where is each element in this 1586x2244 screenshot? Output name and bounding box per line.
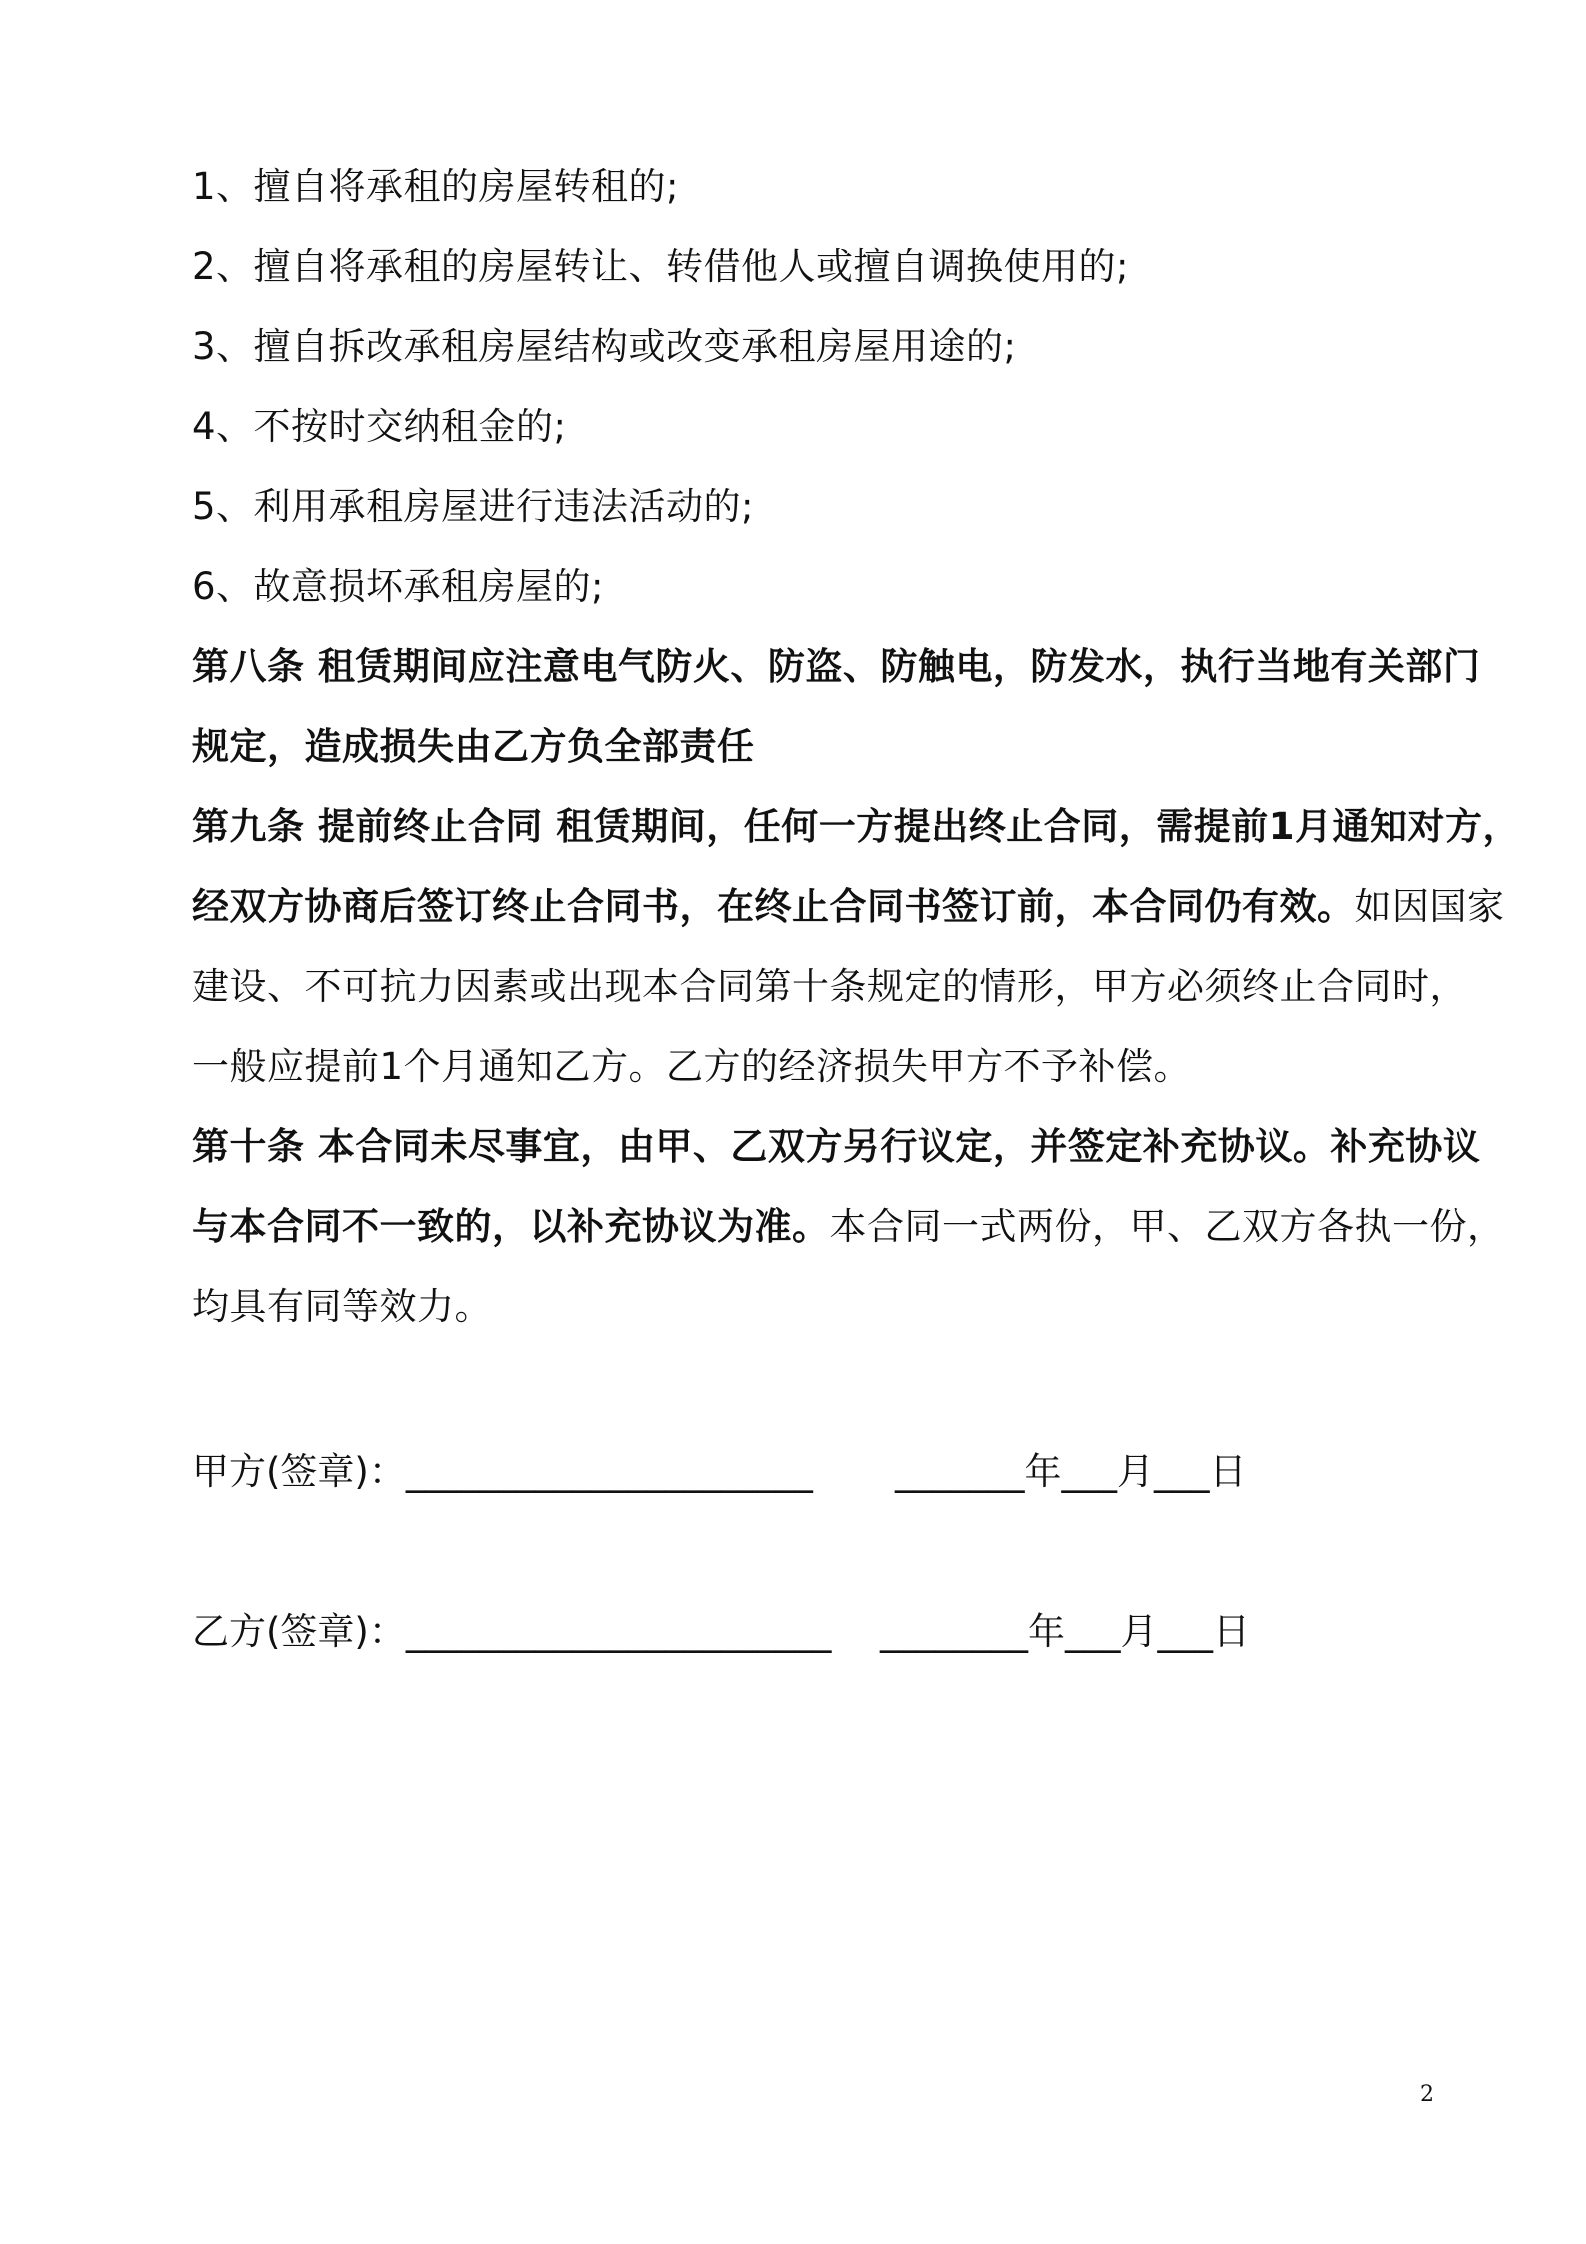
article9-line: 建设、不可抗力因素或出现本合同第十条规定的情形，甲方必须终止合同时， xyxy=(192,965,1467,1008)
party-a-signature: 甲方(签章)：______________________ xyxy=(192,1450,813,1493)
article9-line xyxy=(192,883,1505,931)
article10-normal-segment: 本合同一式两份，甲、乙双方各执一份， xyxy=(829,1205,1505,1248)
list-item: 6、故意损坏承租房屋的; xyxy=(192,565,605,608)
article10-line: 均具有同等效力。 xyxy=(192,1285,492,1328)
article9-line: 第九条 提前终止合同 租赁期间，任何一方提出终止合同，需提前1月通知对方， xyxy=(192,805,1521,848)
article8-line: 第八条 租赁期间应注意电气防火、防盗、防触电，防发水，执行当地有关部门 xyxy=(192,645,1481,688)
list-item: 3、擅自拆改承租房屋结构或改变承租房屋用途的; xyxy=(192,325,1017,368)
list-item: 5、利用承租房屋进行违法活动的; xyxy=(192,485,755,528)
article10-bold-segment: 与本合同不一致的，以补充协议为准。 xyxy=(192,1205,830,1248)
party-b-date: ________年___月___日 xyxy=(880,1610,1250,1653)
list-item: 2、擅自将承租的房屋转让、转借他人或擅自调换使用的; xyxy=(192,245,1130,288)
article9-line: 一般应提前1个月通知乙方。乙方的经济损失甲方不予补偿。 xyxy=(192,1045,1192,1088)
party-b-signature: 乙方(签章)：_______________________ xyxy=(192,1610,832,1653)
article9-bold-segment: 经双方协商后签订终止合同书，在终止合同书签订前，本合同仍有效。 xyxy=(192,885,1355,928)
article8-line: 规定，造成损失由乙方负全部责任 xyxy=(192,725,755,768)
article9-normal-segment: 如因国家 xyxy=(1354,885,1505,928)
article10-line: 第十条 本合同未尽事宜，由甲、乙双方另行议定，并签定补充协议。补充协议 xyxy=(192,1125,1481,1168)
article10-line xyxy=(192,1203,1505,1251)
party-a-date: _______年___月___日 xyxy=(895,1450,1247,1493)
list-item: 4、不按时交纳租金的; xyxy=(192,405,567,448)
page-number: 2 xyxy=(1420,2082,1434,2107)
list-item: 1、擅自将承租的房屋转租的; xyxy=(192,165,680,208)
